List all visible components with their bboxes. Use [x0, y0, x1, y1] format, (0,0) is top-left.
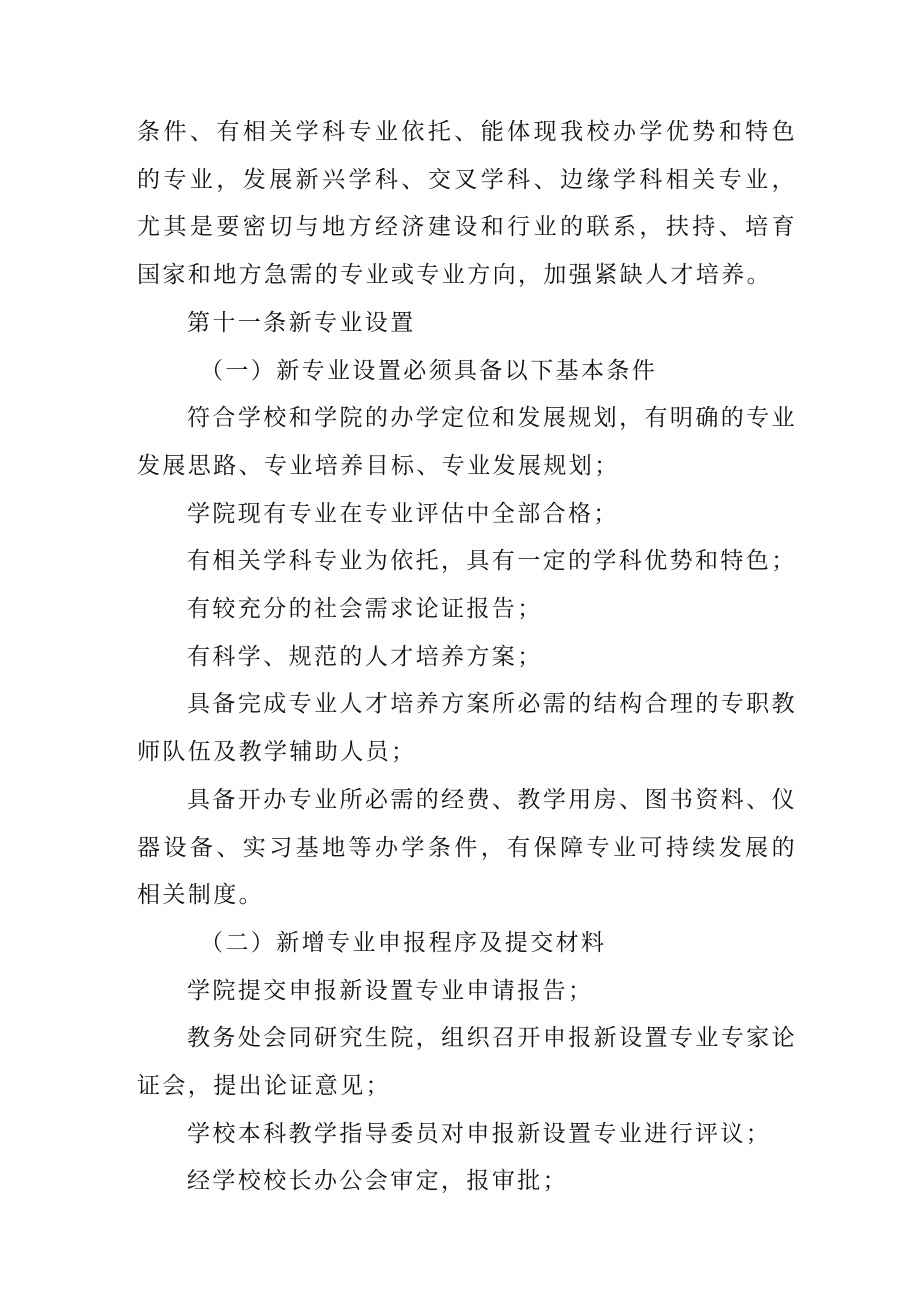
- condition-item: 符合学校和学院的办学定位和发展规划，有明确的专业发展思路、专业培养目标、专业发展规划；: [137, 405, 797, 479]
- condition-item: 有相关学科专业为依托，具有一定的学科优势和特色；: [187, 548, 797, 575]
- condition-item: 具备开办专业所必需的经费、教学用房、图书资料、仪器设备、实习基地等办学条件，有保障专业可持续发展的相关制度。: [137, 786, 797, 909]
- article-heading: 第十一条新专业设置: [187, 309, 416, 336]
- procedure-item: 学校本科教学指导委员对申报新设置专业进行评议；: [187, 1120, 772, 1147]
- paragraph-continuation: 条件、有相关学科专业依托、能体现我校办学优势和特色的专业，发展新兴学科、交叉学科、边缘学科相关专业，尤其是要密切与地方经济建设和行业的联系，扶持、培育国家和地方急需的专业或专业方向，加强紧缺人才培养。: [137, 119, 797, 289]
- section-heading-1: （一）新专业设置必须具备以下基本条件: [200, 357, 658, 384]
- condition-item: 有较充分的社会需求论证报告；: [187, 596, 543, 623]
- condition-item: 有科学、规范的人才培养方案；: [187, 643, 543, 670]
- section-heading-2: （二）新增专业申报程序及提交材料: [200, 929, 607, 956]
- procedure-item: 经学校校长办公会审定，报审批；: [187, 1168, 568, 1195]
- procedure-item: 学院提交申报新设置专业申请报告；: [187, 977, 594, 1004]
- condition-item: 学院现有专业在专业评估中全部合格；: [187, 500, 619, 527]
- condition-item: 具备完成专业人才培养方案所必需的结构合理的专职教师队伍及教学辅助人员；: [137, 691, 797, 766]
- procedure-item: 教务处会同研究生院，组织召开申报新设置专业专家论证会，提出论证意见；: [137, 1025, 797, 1100]
- document-body: [137, 109, 797, 1206]
